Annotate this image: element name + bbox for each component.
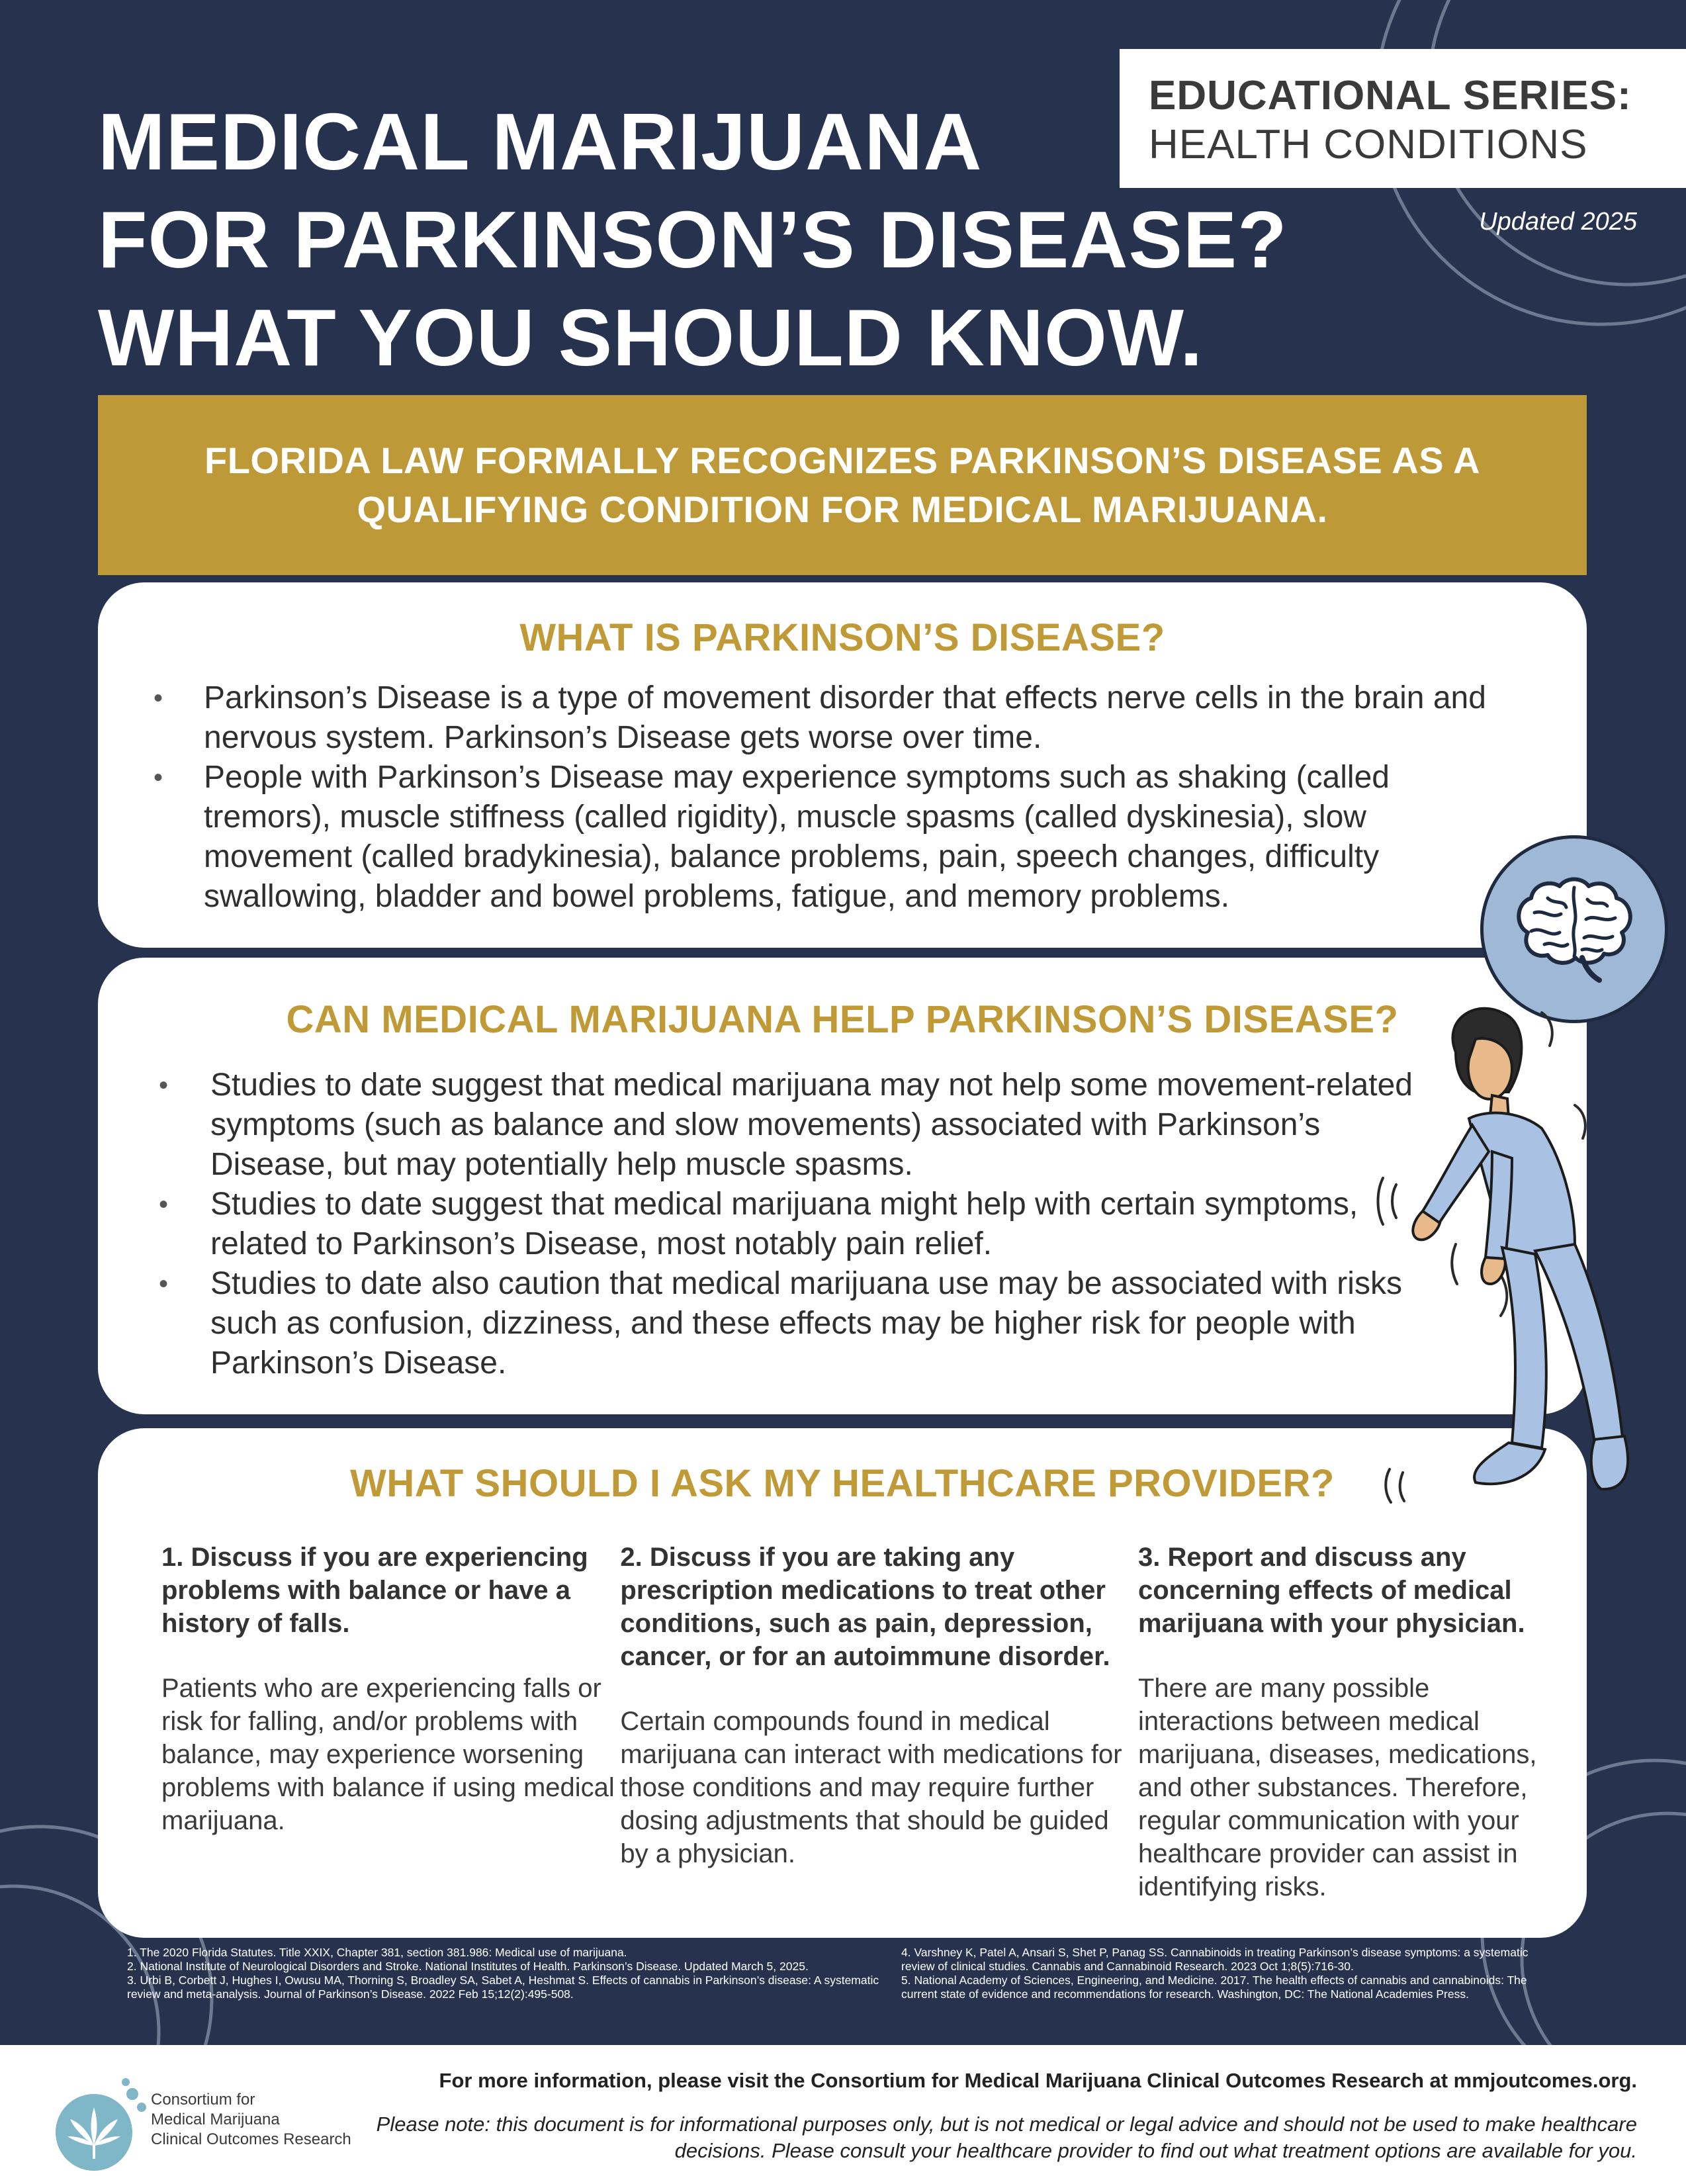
bullet-list: [98, 678, 1514, 917]
footer: [0, 2045, 1686, 2184]
list-item: • Studies to date suggest that medical marijuana might help with certain symptoms, related to Parkinson’s Disease, most notably pain relief.: [98, 1185, 1435, 1264]
bullet-list: [98, 1066, 1435, 1383]
section-title: WHAT IS PARKINSON’S DISEASE?: [519, 616, 1165, 659]
question-body: There are many possible interactions between medical marijuana, diseases, medications, and other substances. Therefore, regular communication with your healthcare provider can assist in identifying risks.: [1138, 1674, 1537, 1901]
list-item: • People with Parkinson’s Disease may experience symptoms such as shaking (called tremors), muscle stiffness (called rigidity), muscle spasms (called dyskinesia), slow movement (called bradykinesia), balance problems, pain, speech changes, difficulty swallowing, bladder and bowel problems, fatigue, and memory problems.: [98, 758, 1514, 917]
series-badge: [1120, 49, 1686, 188]
what-is-parkinsons-card: [98, 582, 1587, 948]
reference-item: 2. National Institute of Neurological Disorders and Stroke. National Institutes of Health. Parkinson’s Disease. Updated March 5, 2025.: [127, 1960, 809, 1973]
qualifying-condition-banner: FLORIDA LAW FORMALLY RECOGNIZES PARKINSON’S DISEASE AS A QUALIFYING CONDITION FOR MEDICAL MARIJUANA.: [98, 395, 1587, 575]
disclaimer-note: Please note: this document is for informational purposes only, but is not medical or legal advice and should not be used to make healthcare decisions. Please consult your healthcare provider to find out what treatment options are available for you.: [376, 2113, 1637, 2162]
series-label: EDUCATIONAL SERIES:: [1149, 73, 1632, 118]
list-item: • Studies to date suggest that medical marijuana may not help some movement-related symptoms (such as balance and slow movements) associated with Parkinson’s Disease, but may potentially help muscle spasms.: [98, 1066, 1435, 1185]
question-heading: 3. Report and discuss any concerning effects of medical marijuana with your physician.: [1138, 1543, 1525, 1638]
cannabis-leaf-logo-icon: [48, 2073, 154, 2172]
can-marijuana-help-card: [98, 958, 1587, 1414]
reference-item: 1. The 2020 Florida Statutes. Title XXIX, Chapter 381, section 381.986: Medical use of marijuana.: [127, 1946, 627, 1959]
logo-line: Consortium for: [151, 2091, 255, 2109]
title-line: MEDICAL MARIJUANA: [98, 97, 983, 187]
updated-date: Updated 2025: [1479, 208, 1637, 236]
reference-item: 3. Urbi B, Corbett J, Hughes I, Owusu MA, Thorning S, Broadley SA, Sabet A, Heshmat S. Effects of cannabis in Parkinson’s disease: A systematic review and meta-analysis. Journal of Parkinson’s Disease. 2022 Feb 15;12(2):495-508.: [127, 1974, 879, 2001]
list-item: • Parkinson’s Disease is a type of movement disorder that effects nerve cells in the brain and nervous system. Parkinson’s Disease gets worse over time.: [98, 678, 1514, 758]
question-column: [620, 1541, 1138, 1903]
question-column: [161, 1541, 620, 1903]
logo-wordmark: [151, 2090, 351, 2150]
ask-provider-card: [98, 1428, 1587, 1938]
question-heading: 1. Discuss if you are experiencing problems with balance or have a history of falls.: [161, 1543, 588, 1638]
logo-line: Medical Marijuana: [151, 2111, 280, 2128]
logo-line: Clinical Outcomes Research: [151, 2130, 351, 2148]
references-left: [127, 1946, 895, 2001]
title-line: WHAT YOU SHOULD KNOW.: [98, 293, 1204, 383]
references-right: [901, 1946, 1536, 2001]
series-topic: HEALTH CONDITIONS: [1149, 122, 1588, 167]
tremor-person-illustration: [1376, 993, 1667, 1535]
section-title: CAN MEDICAL MARIJUANA HELP PARKINSON’S DISEASE?: [286, 998, 1399, 1041]
question-column: [1138, 1541, 1558, 1903]
reference-item: 4. Varshney K, Patel A, Ansari S, Shet P, Panag SS. Cannabinoids in treating Parkinson’s disease symptoms: a systematic review of clinical studies. Cannabis and Cannabinoid Research. 2023 Oct 1;8(5):716-30.: [901, 1946, 1529, 1973]
question-heading: 2. Discuss if you are taking any prescription medications to treat other conditions, such as pain, depression, cancer, or for an autoimmune disorder.: [620, 1543, 1110, 1671]
title-line: FOR PARKINSON’S DISEASE?: [98, 195, 1288, 285]
list-item: • Studies to date also caution that medical marijuana use may be associated with risks such as confusion, dizziness, and these effects may be higher risk for people with Parkinson’s Disease.: [98, 1264, 1435, 1383]
more-info-text: For more information, please visit the Consortium for Medical Marijuana Clinical Outcomes Research at mmjoutcomes.org.: [439, 2069, 1637, 2092]
question-columns: [161, 1541, 1558, 1903]
section-title: WHAT SHOULD I ASK MY HEALTHCARE PROVIDER?: [350, 1462, 1335, 1505]
reference-item: 5. National Academy of Sciences, Engineering, and Medicine. 2017. The health effects of cannabis and cannabinoids: The current state of evidence and recommendations for research. Washington, DC: The National Academies Press.: [901, 1974, 1527, 2001]
question-body: Patients who are experiencing falls or risk for falling, and/or problems with balance, may experience worsening problems with balance if using medical marijuana.: [161, 1674, 615, 1835]
question-body: Certain compounds found in medical marijuana can interact with medications for those conditions and may require further dosing adjustments that should be guided by a physician.: [620, 1707, 1122, 1868]
